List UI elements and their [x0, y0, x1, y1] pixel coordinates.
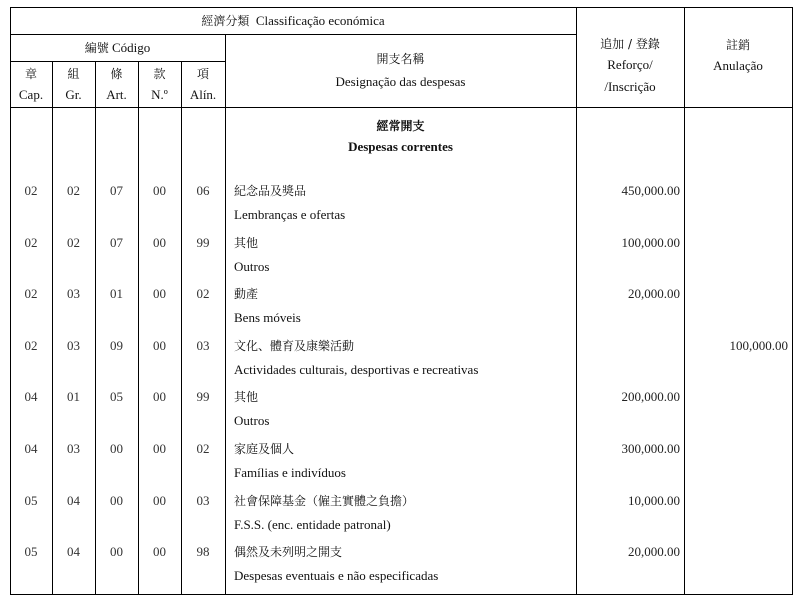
header-bottom-border	[10, 107, 792, 108]
gr-code: 03	[67, 286, 80, 301]
art-code: 07	[110, 183, 123, 198]
cap-code: 02	[24, 286, 38, 301]
reforco-header-pt2: /Inscrição	[604, 79, 656, 94]
expense-name-zh: 動產	[234, 287, 259, 301]
art-header-pt: Art.	[106, 87, 127, 102]
no-code: 00	[153, 441, 166, 456]
alin-header-pt: Alín.	[189, 87, 217, 102]
cap-code: 02	[24, 338, 38, 353]
right-border	[792, 7, 793, 595]
cap-code: 02	[24, 235, 38, 250]
reforco-header-pt1: Reforço/	[607, 57, 653, 72]
expense-name-zh: 家庭及個人	[234, 442, 295, 456]
section-title-pt: Despesas correntes	[348, 139, 453, 154]
reforco-amount: 20,000.00	[628, 286, 680, 301]
code-pt: Código	[111, 40, 151, 55]
no-code: 00	[153, 493, 166, 508]
alin-code: 99	[196, 389, 210, 404]
col-sep-reforco-anulacao	[684, 7, 685, 595]
no-header-pt: N.º	[151, 87, 168, 102]
col-sep-gr-art	[95, 61, 96, 595]
expense-name-zh: 文化、體育及康樂活動	[234, 339, 355, 353]
expense-name-zh: 紀念品及獎品	[234, 184, 307, 198]
cap-code: 05	[24, 493, 38, 508]
classification-zh: 經濟分類	[201, 14, 250, 28]
expense-name-zh: 其他	[234, 236, 259, 250]
alin-code: 02	[196, 286, 210, 301]
no-code: 00	[153, 544, 166, 559]
expense-name-pt: Outros	[234, 413, 270, 428]
subcode-header-divider	[10, 61, 225, 62]
section-title-zh: 經常開支	[376, 119, 425, 133]
alin-code: 06	[196, 183, 210, 198]
gr-code: 04	[67, 493, 80, 508]
art-header-zh: 條	[110, 67, 123, 81]
cap-header-zh: 章	[24, 67, 37, 81]
art-code: 05	[110, 389, 123, 404]
reforco-amount: 20,000.00	[628, 544, 680, 559]
expense-name-pt: F.S.S. (enc. entidade patronal)	[234, 517, 391, 532]
cap-code: 04	[24, 389, 38, 404]
code-header	[10, 40, 225, 56]
expense-name-zh: 其他	[234, 390, 259, 404]
reforco-amount: 100,000.00	[621, 235, 680, 250]
reforco-amount: 450,000.00	[621, 183, 680, 198]
expense-name-zh: 偶然及未列明之開支	[234, 545, 343, 559]
reforco-amount: 10,000.00	[628, 493, 680, 508]
anulacao-header-zh: 註銷	[725, 38, 750, 52]
gr-code: 03	[67, 338, 80, 353]
col-sep-art-no	[138, 61, 139, 595]
cap-code: 05	[24, 544, 38, 559]
alin-code: 03	[196, 493, 210, 508]
no-header-zh: 款	[153, 67, 166, 81]
gr-code: 03	[67, 441, 80, 456]
art-code: 00	[110, 441, 123, 456]
table-top-border	[10, 7, 792, 8]
anulacao-header-pt: Anulação	[713, 58, 763, 73]
expense-name-pt: Despesas eventuais e não especificadas	[234, 568, 439, 583]
alin-code: 99	[196, 235, 210, 250]
expense-name-pt: Outros	[234, 259, 270, 274]
gr-code: 04	[67, 544, 80, 559]
art-code: 09	[110, 338, 123, 353]
table-bottom-border	[10, 594, 792, 595]
art-code: 07	[110, 235, 123, 250]
art-code: 01	[110, 286, 123, 301]
expense-name-pt: Lembranças e ofertas	[234, 207, 346, 222]
art-code: 00	[110, 544, 123, 559]
no-code: 00	[153, 389, 166, 404]
cap-code: 04	[24, 441, 38, 456]
reforco-header-zh: 追加 / 登錄	[600, 37, 660, 51]
alin-code: 98	[196, 544, 210, 559]
classification-header	[10, 13, 576, 29]
code-zh: 編號	[84, 41, 109, 55]
cap-header-pt: Cap.	[18, 87, 44, 102]
no-code: 00	[153, 183, 166, 198]
expense-name-pt: Bens móveis	[234, 310, 301, 325]
anulacao-amount: 100,000.00	[729, 338, 788, 353]
gr-code: 02	[67, 183, 80, 198]
art-code: 00	[110, 493, 123, 508]
gr-code: 02	[67, 235, 80, 250]
expense-name-zh: 社會保障基金（僱主實體之負擔）	[234, 494, 415, 508]
no-code: 00	[153, 235, 166, 250]
classification-pt: Classificação económica	[255, 13, 385, 28]
reforco-amount: 300,000.00	[621, 441, 680, 456]
reforco-amount: 200,000.00	[621, 389, 680, 404]
alin-header-zh: 項	[196, 67, 209, 81]
cap-code: 02	[24, 183, 38, 198]
designation-header-zh: 開支名稱	[376, 52, 425, 66]
gr-header-pt: Gr.	[65, 87, 82, 102]
alin-code: 03	[196, 338, 210, 353]
expense-name-pt: Actividades culturais, desportivas e recreativas	[234, 362, 479, 377]
col-sep-no-alin	[181, 61, 182, 595]
gr-header-zh: 組	[67, 67, 80, 81]
expense-name-pt: Famílias e indivíduos	[234, 465, 346, 480]
alin-code: 02	[196, 441, 210, 456]
no-code: 00	[153, 286, 166, 301]
code-header-divider	[10, 34, 576, 35]
gr-code: 01	[67, 389, 80, 404]
col-sep-cap-gr	[52, 61, 53, 595]
designation-header-pt: Designação das despesas	[335, 74, 466, 89]
no-code: 00	[153, 338, 166, 353]
